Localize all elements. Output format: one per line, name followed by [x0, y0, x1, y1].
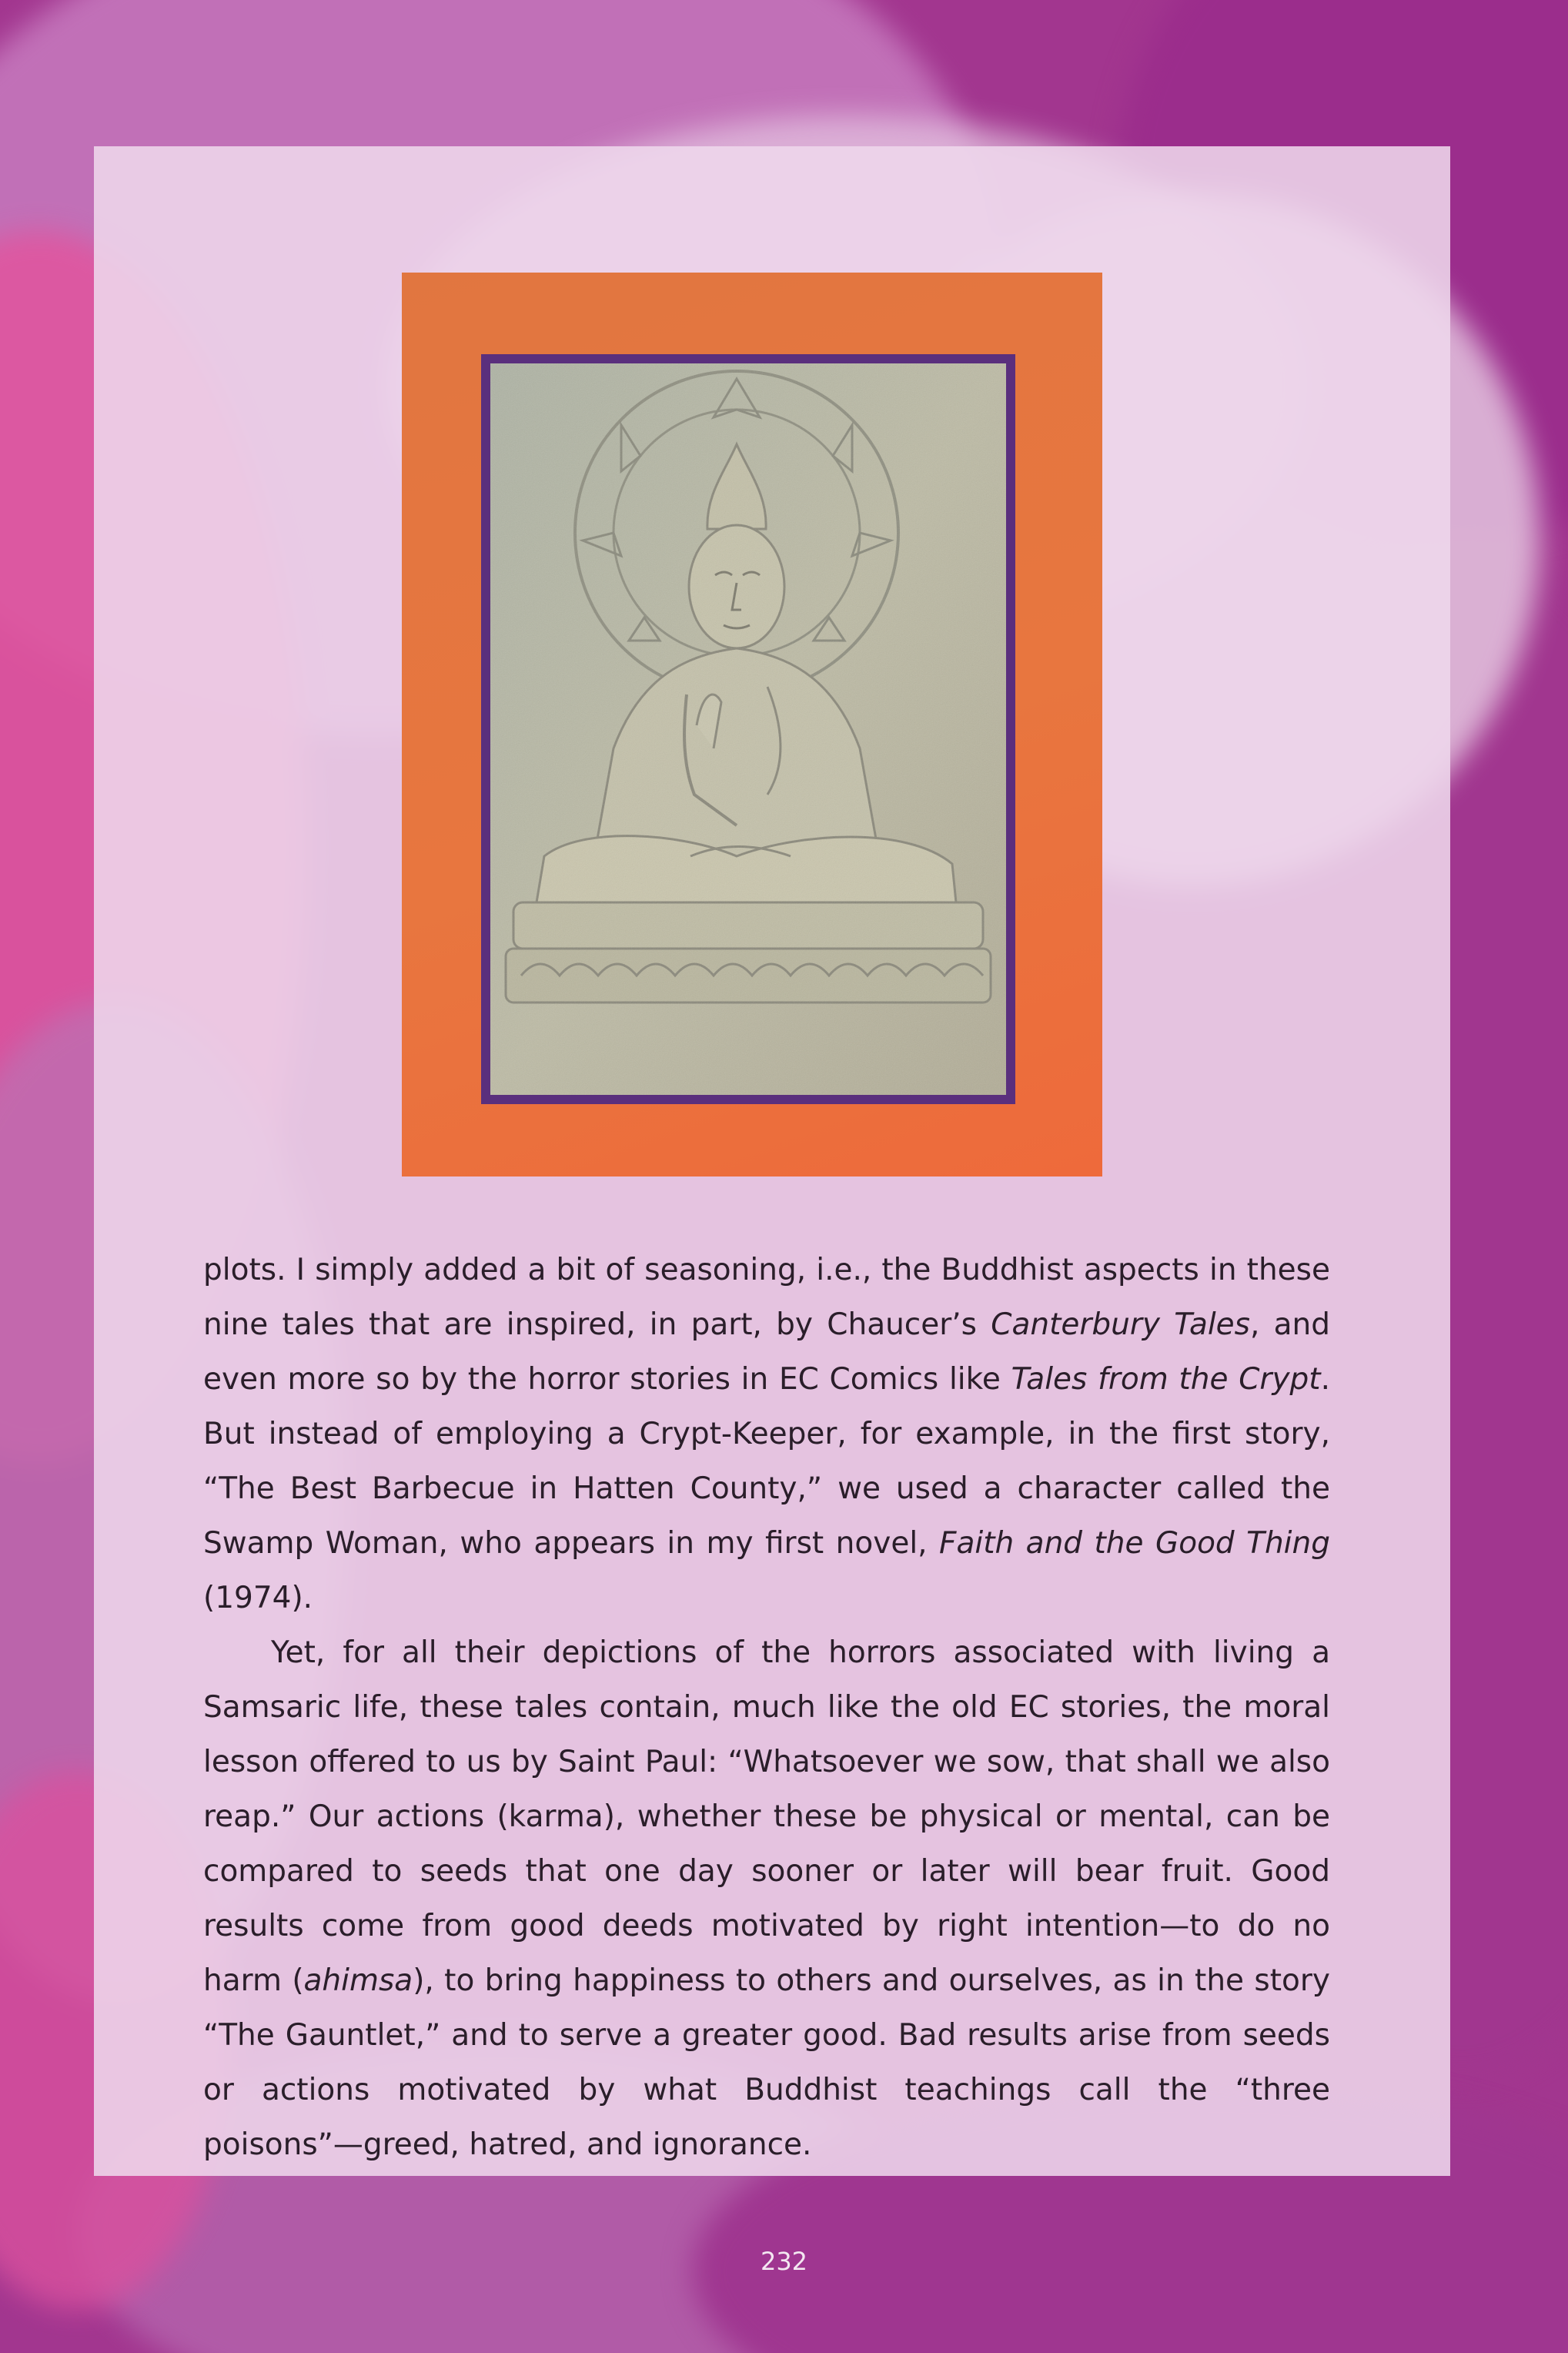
- figure-frame: [481, 354, 1015, 1104]
- paragraph: plots. I simply added a bit of seasoning, i.e., the Buddhist aspects in these nine tales that are inspired, in part, by Chaucer’s Canterbury Tales, and even more so by the horror stories in EC Comics like Tales from the Crypt. But instead of employing a Crypt-Keeper, for example, in the first story, “The Best Barbecue in Hatten County,” we used a character called the Swamp Woman, who appears in my first novel, Faith and the Good Thing (1974).: [203, 1253, 1330, 1615]
- page-number: 232: [760, 2247, 808, 2276]
- seated-buddha-stone-relief-icon: [490, 363, 1006, 1095]
- body-text: [203, 1243, 1330, 2172]
- paragraph: Yet, for all their depictions of the horrors associated with living a Samsaric life, these tales contain, much like the old EC stories, the moral lesson offered to us by Saint Paul: “Whatsoever we sow, that shall we also reap.” Our actions (karma), whether these be physical or mental, can be compared to seeds that one day sooner or later will bear fruit. Good results come from good deeds motivated by right intention—to do no harm (ahimsa), to bring happiness to others and ourselves, as in the story “The Gauntlet,” and to serve a greater good. Bad results arise from seeds or actions motivated by what Buddhist teachings call the “three poisons”—greed, hatred, and ignorance.: [203, 1635, 1330, 2162]
